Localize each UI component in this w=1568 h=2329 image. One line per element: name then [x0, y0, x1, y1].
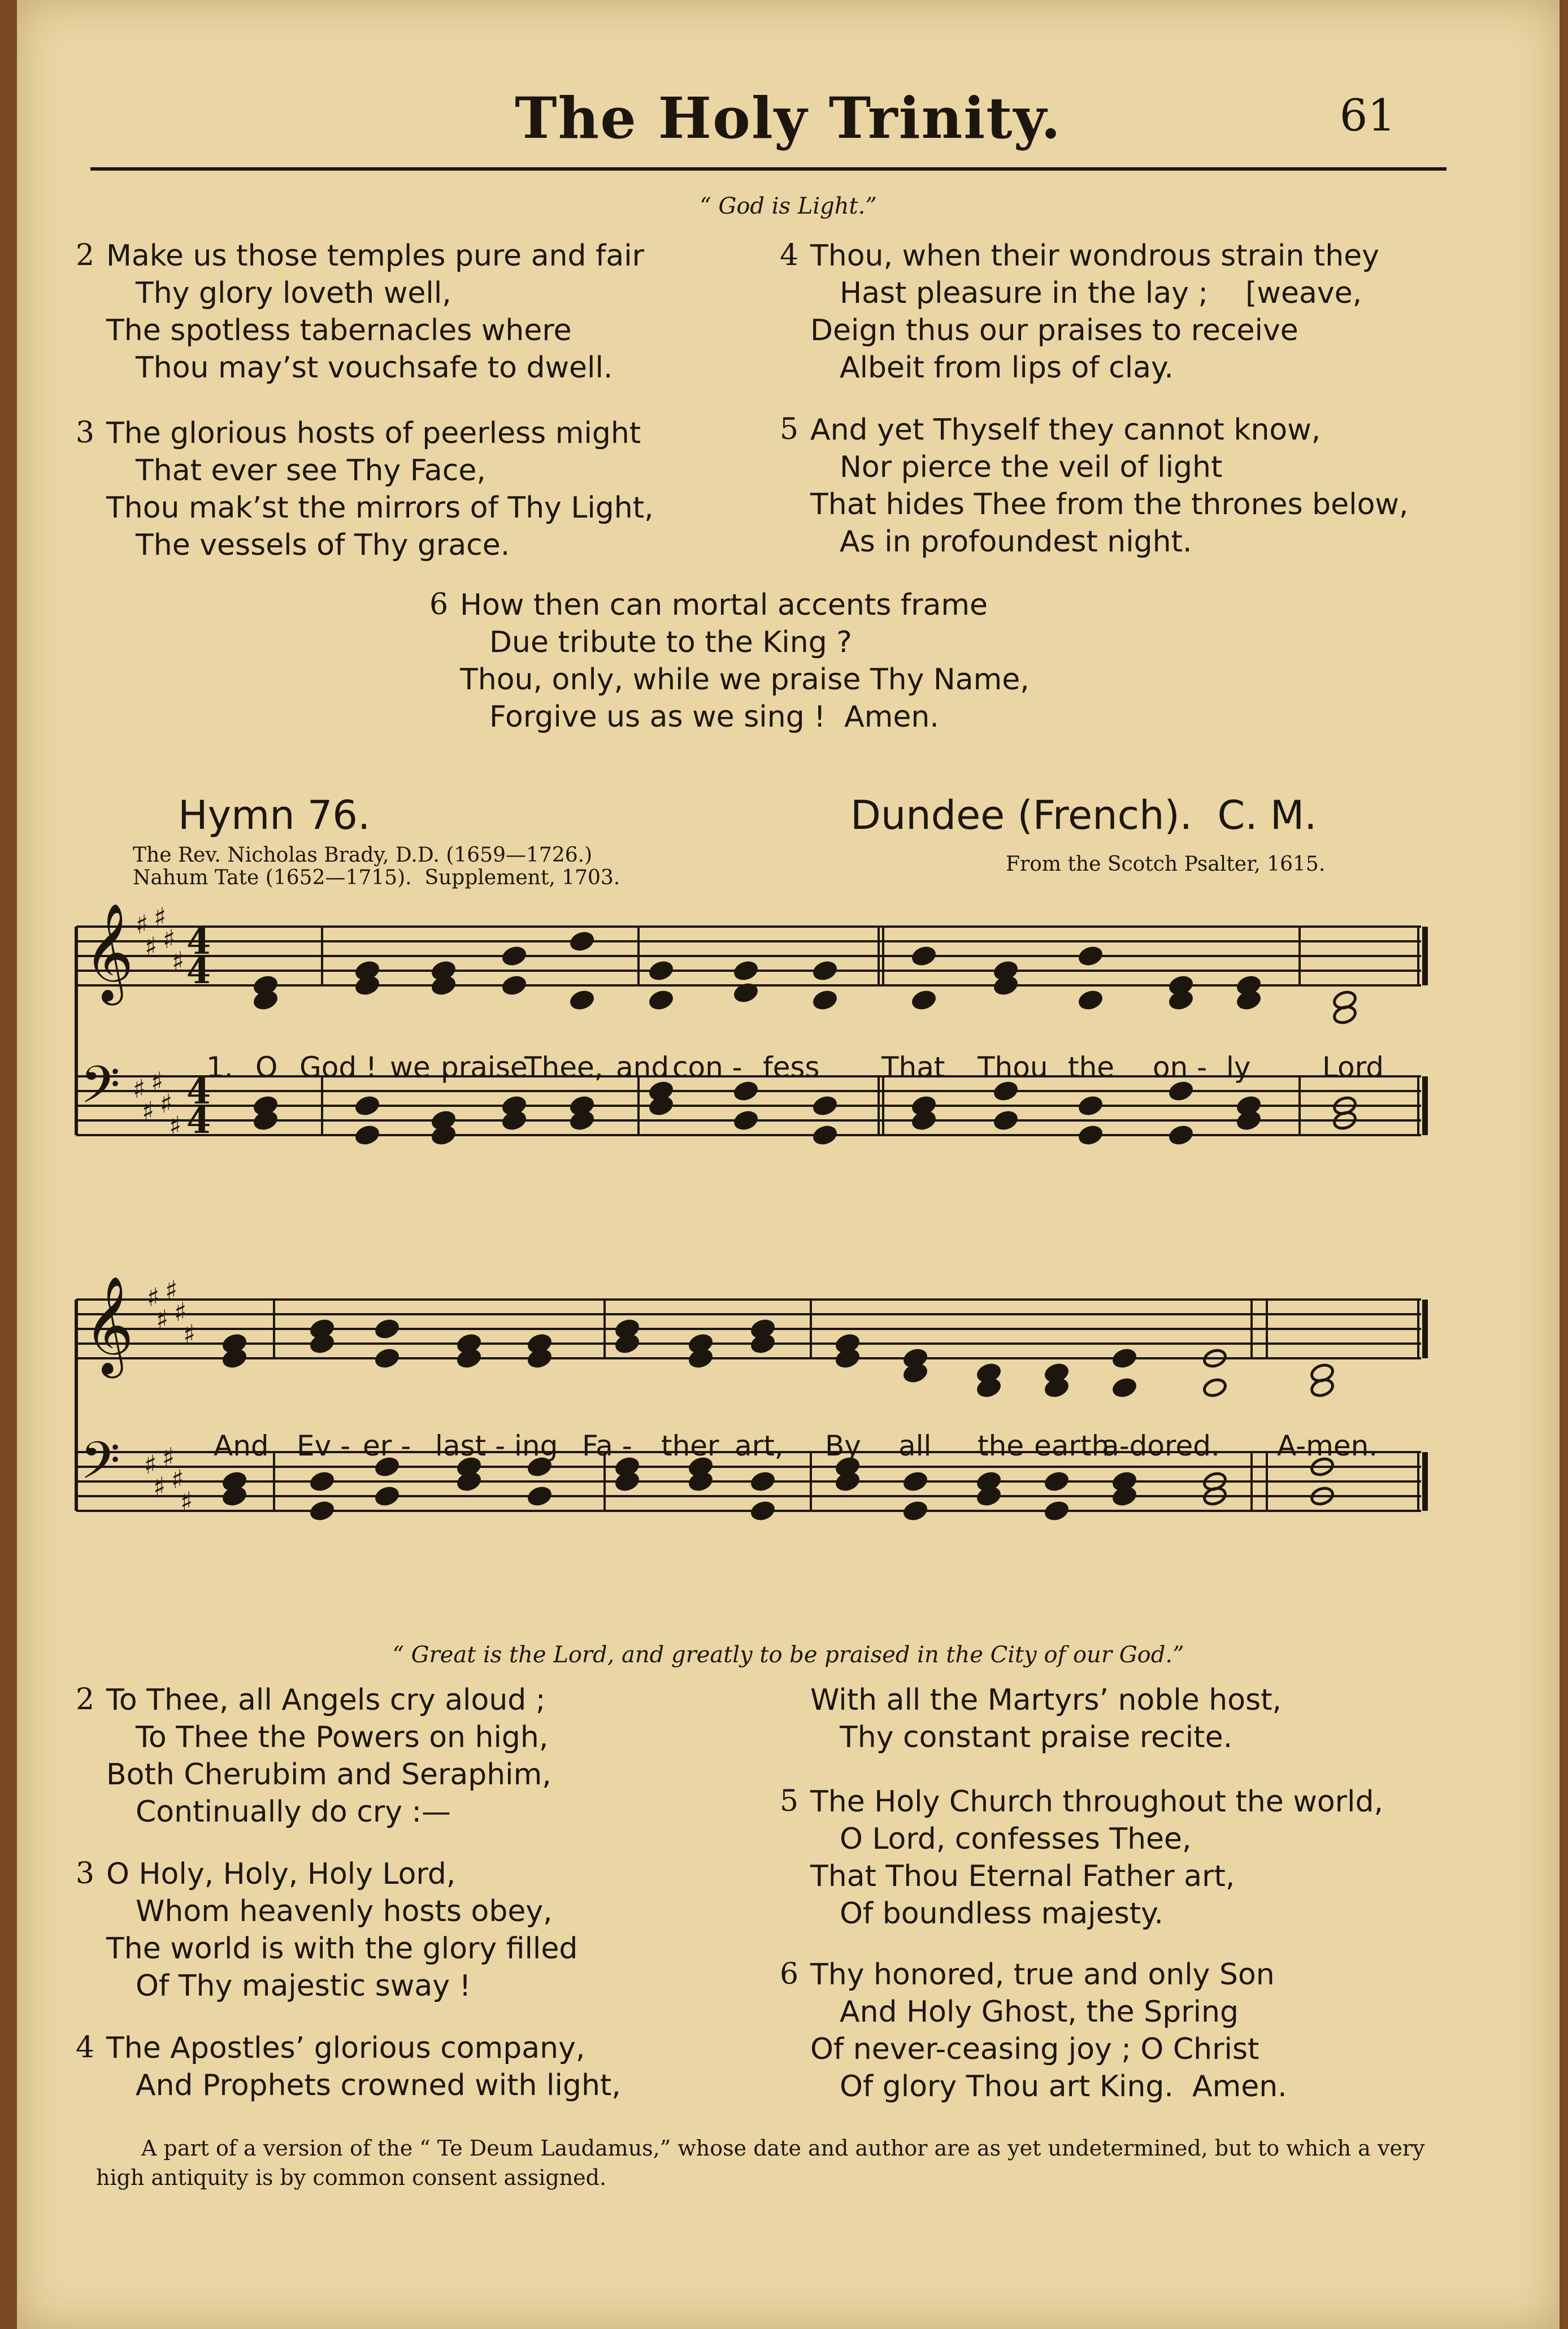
- verse-line: The glorious hosts of peerless might: [106, 416, 641, 450]
- sharp-icon: ♯: [142, 1096, 155, 1126]
- lyric-syllable: we: [390, 1051, 431, 1084]
- note-head: [733, 1110, 759, 1131]
- verse-line: Thou may’st vouchsafe to dwell.: [136, 351, 613, 385]
- lyric-syllable: And: [214, 1429, 269, 1462]
- verse-line: Of glory Thou art King. Amen.: [840, 2070, 1287, 2104]
- verse-line: Thy glory loveth well,: [136, 276, 451, 310]
- bass-clef-icon: 𝄢: [80, 1431, 120, 1503]
- verse-line: The vessels of Thy grace.: [136, 528, 510, 562]
- lyric-syllable: the: [978, 1429, 1024, 1462]
- lyric-syllable: ly: [1226, 1051, 1251, 1084]
- lyric-syllable: on -: [1153, 1051, 1208, 1084]
- sharp-icon: ♯: [169, 1110, 182, 1141]
- verse-line: To Thee, all Angels cry aloud ;: [106, 1683, 546, 1717]
- verse-line: That Thou Eternal Father art,: [810, 1859, 1235, 1893]
- verse-line: Nor pierce the veil of light: [840, 450, 1223, 484]
- verse-line: Make us those temples pure and fair: [106, 239, 645, 273]
- time-signature: 4: [186, 950, 211, 992]
- verse-line: O Lord, confesses Thee,: [840, 1822, 1192, 1856]
- hymn75-motto: “ God is Light.”: [700, 193, 877, 219]
- verse-line: Of never-ceasing joy ; O Christ: [810, 2032, 1259, 2066]
- note-head: [813, 989, 838, 1010]
- lyric-syllable: art,: [735, 1429, 784, 1462]
- sharp-icon: ♯: [162, 1442, 175, 1472]
- verse-line: Both Cherubim and Seraphim,: [106, 1758, 551, 1792]
- lyric-syllable: the: [1068, 1051, 1115, 1084]
- lyric-syllable: Fa -: [582, 1429, 632, 1462]
- verse-number: 4: [76, 2031, 95, 2065]
- verse-line: Albeit from lips of clay.: [840, 351, 1174, 385]
- note-head: [310, 1500, 335, 1521]
- verse-line: That ever see Thy Face,: [136, 454, 486, 488]
- time-signature: 4: [186, 921, 211, 962]
- note-head: [911, 945, 937, 966]
- hymnal-page: [17, 0, 1560, 2329]
- verse-line: Continually do cry :—: [136, 1795, 451, 1829]
- lyric-syllable: Thee,: [524, 1051, 603, 1084]
- lyric-syllable: A-men.: [1277, 1429, 1378, 1462]
- sharp-icon: ♯: [163, 924, 176, 954]
- note-head: [355, 1095, 380, 1116]
- note-head: [1078, 1095, 1104, 1116]
- note-head: [502, 975, 527, 996]
- sharp-icon: ♯: [165, 1275, 178, 1305]
- lyric-syllable: and: [616, 1051, 670, 1084]
- lyric-syllable: Lord: [1322, 1051, 1384, 1084]
- note-head: [1078, 989, 1104, 1010]
- note-head: [502, 945, 527, 966]
- verse-line: O Holy, Holy, Holy Lord,: [106, 1857, 456, 1891]
- tune-name-heading: Dundee (French). C. M.: [850, 792, 1317, 838]
- lyric-syllable: all: [898, 1429, 932, 1462]
- treble-clef-icon: 𝄞: [84, 903, 134, 1001]
- note-head: [570, 989, 595, 1010]
- verse-line: Deign thus our praises to receive: [810, 314, 1298, 347]
- verse-line: The Holy Church throughout the world,: [810, 1785, 1384, 1819]
- sharp-icon: ♯: [153, 1471, 166, 1502]
- verse-number: 3: [76, 1857, 95, 1891]
- verse-number: 5: [780, 412, 799, 446]
- verse-line: As in profoundest night.: [840, 525, 1192, 559]
- note-head: [1044, 1500, 1070, 1521]
- note-head: [1112, 1377, 1137, 1398]
- note-head: [911, 989, 937, 1010]
- time-signature: 4: [186, 1100, 211, 1141]
- lyric-syllable: That: [881, 1051, 945, 1084]
- verse-line: How then can mortal accents frame: [460, 588, 988, 622]
- verse-number: 6: [780, 1957, 799, 1991]
- note-head: [750, 1500, 776, 1521]
- lyric-syllable: fess: [763, 1051, 820, 1084]
- lyric-syllable: 1.: [206, 1051, 233, 1084]
- note-head: [649, 960, 674, 981]
- lyric-syllable: er -: [363, 1429, 411, 1462]
- verse-line: Of Thy majestic sway !: [136, 1969, 471, 2003]
- note-head: [570, 931, 595, 951]
- sharp-icon: ♯: [147, 1282, 160, 1313]
- sharp-icon: ♯: [171, 1464, 184, 1494]
- note-head: [750, 1471, 776, 1492]
- footnote: A part of a version of the “ Te Deum Laudamus,” whose date and author are as yet undetermined, but to which a very high antiquity is by common consent assigned.: [96, 2136, 1425, 2190]
- note-head: [903, 1500, 928, 1521]
- verse-number: 3: [76, 416, 95, 450]
- note-head: [903, 1471, 928, 1492]
- lyric-syllable: Ev -: [297, 1429, 351, 1462]
- sharp-icon: ♯: [156, 1304, 169, 1335]
- note-head: [375, 1318, 400, 1339]
- verse-line: And Prophets crowned with light,: [136, 2069, 621, 2102]
- sharp-icon: ♯: [174, 1297, 187, 1327]
- author-line: The Rev. Nicholas Brady, D.D. (1659—1726.): [133, 844, 593, 867]
- verse-number: 2: [76, 238, 95, 272]
- verse-line: With all the Martyrs’ noble host,: [810, 1683, 1282, 1717]
- note-head: [375, 1485, 400, 1506]
- author-line: Nahum Tate (1652—1715). Supplement, 1703.: [133, 866, 620, 889]
- lyric-syllable: ing: [514, 1429, 558, 1462]
- note-head: [1078, 945, 1104, 966]
- verse-line: And yet Thyself they cannot know,: [810, 413, 1321, 447]
- verse-line: Whom heavenly hosts obey,: [136, 1895, 553, 1928]
- lyric-syllable: ther: [661, 1429, 719, 1462]
- sharp-icon: ♯: [183, 1319, 196, 1349]
- verse-line: Of boundless majesty.: [840, 1897, 1163, 1931]
- note-head: [813, 960, 838, 981]
- note-head: [310, 1471, 335, 1492]
- time-signature: 4: [186, 1071, 211, 1112]
- hymn-number-heading: Hymn 76.: [178, 792, 371, 838]
- lyric-syllable: earth: [1034, 1429, 1110, 1462]
- verse-line: Thou, only, while we praise Thy Name,: [460, 663, 1030, 697]
- note-head: [649, 989, 674, 1010]
- sharp-icon: ♯: [172, 946, 185, 976]
- note-head: [993, 1110, 1019, 1131]
- note-head: [813, 1095, 838, 1116]
- sharp-icon: ♯: [180, 1486, 193, 1517]
- note-head: [1078, 1124, 1104, 1145]
- verse-number: 4: [780, 238, 799, 272]
- verse-line: Thy honored, true and only Son: [810, 1958, 1275, 1992]
- note-head: [527, 1485, 553, 1506]
- note-head: [1112, 1348, 1137, 1368]
- verse-line: That hides Thee from the thrones below,: [810, 488, 1409, 522]
- note-head: [733, 960, 759, 981]
- page-number: 61: [1339, 90, 1396, 141]
- verse-line: The spotless tabernacles where: [106, 314, 572, 347]
- note-head: [1044, 1471, 1070, 1492]
- lyric-syllable: a-dored.: [1102, 1429, 1220, 1462]
- verse-line: Hast pleasure in the lay ; [weave,: [840, 276, 1362, 310]
- sharp-icon: ♯: [145, 931, 158, 962]
- sharp-icon: ♯: [144, 1449, 157, 1480]
- sharp-icon: ♯: [160, 1088, 173, 1119]
- note-head: [813, 1124, 838, 1145]
- sharp-icon: ♯: [151, 1066, 164, 1097]
- tune-source: From the Scotch Psalter, 1615.: [1006, 853, 1326, 876]
- lyric-syllable: By: [825, 1429, 861, 1462]
- verse-line: To Thee the Powers on high,: [136, 1720, 549, 1754]
- lyric-syllable: God !: [299, 1051, 377, 1084]
- sharp-icon: ♯: [154, 902, 167, 932]
- verse-line: Forgive us as we sing ! Amen.: [489, 700, 939, 734]
- verse-line: The world is with the glory filled: [106, 1932, 578, 1966]
- lyric-syllable: con -: [672, 1051, 742, 1084]
- lyric-syllable: praise: [441, 1051, 528, 1084]
- treble-clef-icon: 𝄞: [84, 1276, 134, 1374]
- verse-number: 2: [76, 1683, 95, 1717]
- verse-line: Due tribute to the King ?: [489, 625, 852, 659]
- note-head: [355, 1124, 380, 1145]
- verse-line: And Holy Ghost, the Spring: [840, 1995, 1239, 2029]
- bass-clef-icon: 𝄢: [80, 1055, 120, 1127]
- verse-line: Thou mak’st the mirrors of Thy Light,: [106, 491, 654, 525]
- sharp-icon: ♯: [133, 1074, 146, 1104]
- verse-line: The Apostles’ glorious company,: [106, 2031, 585, 2065]
- note-head: [375, 1348, 400, 1368]
- lyric-syllable: last -: [435, 1429, 506, 1462]
- music-score: [17, 0, 1560, 1639]
- sharp-icon: ♯: [136, 909, 149, 940]
- hymn76-motto: “ Great is the Lord, and greatly to be praised in the City of our God.”: [392, 1642, 1184, 1668]
- lyric-syllable: Thou: [978, 1051, 1048, 1084]
- verse-line: Thy constant praise recite.: [840, 1720, 1233, 1754]
- note-head: [1202, 1377, 1228, 1398]
- verse-number: 6: [429, 588, 449, 622]
- verse-line: Thou, when their wondrous strain they: [810, 239, 1379, 273]
- verse-number: 5: [780, 1784, 799, 1818]
- lyric-syllable: O: [255, 1051, 278, 1084]
- page-title: The Holy Trinity.: [515, 85, 1062, 151]
- note-head: [1169, 1124, 1194, 1145]
